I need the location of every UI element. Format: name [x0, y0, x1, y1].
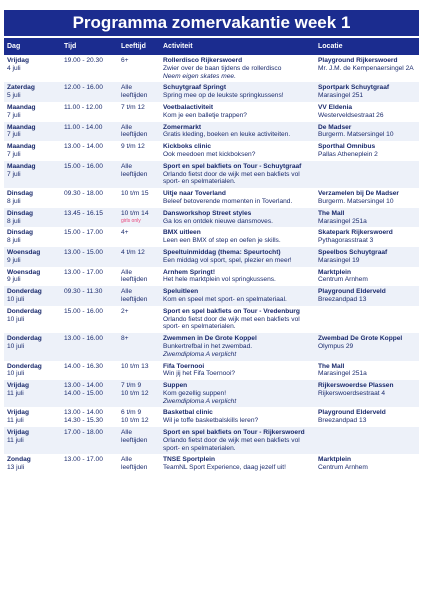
- cell-time: [61, 141, 118, 161]
- age-label: 6+: [121, 57, 129, 64]
- time-label: 11.00 - 12.00: [64, 103, 103, 111]
- cell-location: [315, 102, 419, 122]
- cell-location: [315, 188, 419, 208]
- activity-description: Orlando fietst door de wijk met een bakfiets vol sport- en spelmaterialen.: [163, 436, 300, 452]
- cell-location: [315, 161, 419, 188]
- table-header: [4, 38, 419, 55]
- day-label: Donderdag: [7, 307, 42, 315]
- cell-age: [118, 141, 160, 161]
- cell-location: [315, 82, 419, 102]
- date-label: 10 juli: [7, 315, 25, 323]
- day-label: Donderdag: [7, 288, 42, 296]
- time-label-2: 14.30 - 15.30: [64, 417, 103, 425]
- time-label: 15.00 - 17.00: [64, 229, 103, 237]
- time-label: 13.45 - 16.15: [64, 209, 103, 217]
- cell-time: [61, 454, 118, 474]
- table-row: [4, 82, 419, 102]
- cell-location: [315, 286, 419, 306]
- day-label: Donderdag: [7, 362, 42, 370]
- cell-age: [118, 306, 160, 333]
- age-label: 8+: [121, 335, 129, 343]
- cell-time: [61, 306, 118, 333]
- date-label: 4 juli: [7, 64, 21, 72]
- location-address: Centrum Arnhem: [318, 464, 368, 472]
- cell-age: [118, 55, 160, 82]
- time-label: 09.30 - 11.30: [64, 288, 103, 296]
- cell-location: [315, 454, 419, 474]
- age-label: 7 t/m 12: [121, 103, 145, 111]
- age-label: Alle: [121, 288, 132, 296]
- cell-time: [61, 208, 118, 228]
- cell-day: [4, 333, 61, 360]
- cell-day: [4, 122, 61, 142]
- date-label: 5 juli: [7, 92, 21, 100]
- table-row: [4, 122, 419, 142]
- cell-time: [61, 267, 118, 287]
- age-label: 4 t/m 12: [121, 248, 145, 256]
- activity-title: Zwemmen in De Grote Koppel: [163, 335, 257, 343]
- day-label: Vrijdag: [7, 57, 29, 64]
- activity-title: Sport en spel bakfiets on Tour - Schuytgraaf: [163, 162, 302, 170]
- header-leeftijd: Leeftijd: [118, 38, 160, 55]
- cell-day: [4, 102, 61, 122]
- cell-age: [118, 122, 160, 142]
- age-label: 10 t/m 14: [121, 209, 149, 217]
- cell-age: [118, 407, 160, 427]
- activity-title: Uitje naar Toverland: [163, 190, 226, 198]
- activity-description: Beleef betoverende momenten in Toverland.: [163, 197, 293, 205]
- cell-location: [315, 141, 419, 161]
- age-label: 10 t/m 15: [121, 190, 149, 198]
- table-row: [4, 161, 419, 188]
- location-address: Olympus 29: [318, 342, 354, 350]
- day-label: Donderdag: [7, 335, 42, 343]
- cell-location: [315, 247, 419, 267]
- age-label: Alle: [121, 429, 132, 437]
- cell-age: [118, 161, 160, 188]
- location-name: Marktplein: [318, 456, 351, 464]
- age-label: 6 t/m 9: [121, 409, 142, 417]
- cell-location: [315, 227, 419, 247]
- cell-age: [118, 102, 160, 122]
- activity-description: Spring mee op de leukste springkussens!: [163, 92, 284, 100]
- activity-title: Sport en spel bakfiets on Tour - Rijkerswoerd: [163, 429, 305, 437]
- cell-day: [4, 247, 61, 267]
- location-name: Speelbos Schuytgraaf: [318, 248, 388, 256]
- table-row: [4, 55, 419, 82]
- cell-age: [118, 82, 160, 102]
- location-address: Pythagorasstraat 3: [318, 237, 374, 245]
- age-label-2: 10 t/m 12: [121, 389, 149, 397]
- date-label: 8 juli: [7, 237, 21, 245]
- table-row: [4, 333, 419, 360]
- age-label-2: leeftijden: [121, 92, 148, 100]
- location-address: Marasingel 251: [318, 92, 364, 100]
- cell-day: [4, 361, 61, 381]
- table-row: [4, 454, 419, 474]
- cell-day: [4, 227, 61, 247]
- location-name: De Madser: [318, 123, 352, 131]
- cell-day: [4, 82, 61, 102]
- time-label: 13.00 - 16.00: [64, 335, 103, 343]
- header-dag: Dag: [4, 38, 61, 55]
- age-label: 4+: [121, 229, 129, 237]
- time-label: 13.00 - 14.00: [64, 143, 103, 151]
- date-label: 8 juli: [7, 197, 21, 205]
- cell-age: [118, 454, 160, 474]
- cell-day: [4, 188, 61, 208]
- activity-note: Neem eigen skates mee.: [163, 72, 236, 80]
- table-row: [4, 306, 419, 333]
- page-title: Programma zomervakantie week 1: [4, 10, 419, 36]
- cell-day: [4, 427, 61, 454]
- date-label: 11 juli: [7, 436, 24, 444]
- activity-title: Fifa Toernooi: [163, 362, 205, 370]
- cell-location: [315, 306, 419, 333]
- time-label: 13.00 - 14.00: [64, 409, 103, 417]
- cell-day: [4, 306, 61, 333]
- cell-day: [4, 267, 61, 287]
- cell-activity: [160, 141, 315, 161]
- activity-description: Ook meedoen met kickboksen?: [163, 150, 256, 158]
- activity-title: Speeltuinmiddag (thema: Speurtocht): [163, 248, 281, 256]
- cell-location: [315, 55, 419, 82]
- location-address: Mr. J.M. de Kempenaersingel 2A: [318, 64, 414, 72]
- cell-age: [118, 380, 160, 407]
- activity-description: Kom gezellig suppen!: [163, 389, 227, 397]
- cell-time: [61, 333, 118, 360]
- time-label: 17.00 - 18.00: [64, 429, 103, 437]
- cell-location: [315, 208, 419, 228]
- date-label: 7 juli: [7, 111, 21, 119]
- cell-day: [4, 407, 61, 427]
- cell-activity: [160, 161, 315, 188]
- activity-title: TNSE Sportplein: [163, 456, 216, 464]
- day-label: Maandag: [7, 123, 36, 131]
- cell-time: [61, 122, 118, 142]
- location-name: The Mall: [318, 362, 345, 370]
- table-body: [4, 55, 419, 474]
- cell-time: [61, 286, 118, 306]
- age-label-2: leeftijden: [121, 295, 148, 303]
- day-label: Zaterdag: [7, 84, 35, 92]
- cell-location: [315, 361, 419, 381]
- date-label: 9 juli: [7, 276, 21, 284]
- cell-location: [315, 380, 419, 407]
- activity-title: Basketbal clinic: [163, 409, 213, 417]
- table-row: [4, 380, 419, 407]
- cell-activity: [160, 247, 315, 267]
- time-label: 11.00 - 14.00: [64, 123, 103, 131]
- cell-age: [118, 208, 160, 228]
- activity-description: Zwier over de baan tijdens de rollerdisco: [163, 64, 282, 72]
- location-address: Breezandpad 13: [318, 417, 367, 425]
- location-address: Pallas Atheneplein 2: [318, 150, 378, 158]
- cell-age: [118, 247, 160, 267]
- cell-time: [61, 55, 118, 82]
- age-label: 10 t/m 13: [121, 362, 149, 370]
- location-name: Marktplein: [318, 268, 351, 276]
- location-name: VV Eldenia: [318, 103, 353, 111]
- age-label: Alle: [121, 268, 132, 276]
- age-label: Alle: [121, 84, 132, 92]
- activity-description: Kom je een balletje trappen?: [163, 111, 247, 119]
- cell-time: [61, 361, 118, 381]
- table-row: [4, 141, 419, 161]
- age-label: Alle: [121, 123, 132, 131]
- day-label: Woensdag: [7, 268, 41, 276]
- table-row: [4, 361, 419, 381]
- cell-age: [118, 427, 160, 454]
- cell-day: [4, 380, 61, 407]
- location-address: Marasingel 251a: [318, 370, 367, 378]
- time-label-2: 14.00 - 15.00: [64, 389, 103, 397]
- cell-activity: [160, 227, 315, 247]
- age-label-2: leeftijden: [121, 170, 148, 178]
- age-label: 9 t/m 12: [121, 143, 145, 151]
- table-row: [4, 286, 419, 306]
- location-address: Rijkerswoerdsestraat 4: [318, 389, 386, 397]
- location-name: Skatepark Rijkerswoerd: [318, 229, 393, 237]
- date-label: 7 juli: [7, 170, 21, 178]
- age-label-2: leeftijden: [121, 464, 148, 472]
- day-label: Vrijdag: [7, 429, 29, 437]
- cell-age: [118, 361, 160, 381]
- date-label: 10 juli: [7, 295, 25, 303]
- activity-description: Gratis kleding, boeken en leuke activiteiten.: [163, 131, 291, 139]
- cell-location: [315, 333, 419, 360]
- date-label: 7 juli: [7, 150, 21, 158]
- cell-activity: [160, 361, 315, 381]
- day-label: Dinsdag: [7, 229, 34, 237]
- location-name: Playground Rijkerswoerd: [318, 57, 398, 64]
- cell-time: [61, 161, 118, 188]
- table-row: [4, 267, 419, 287]
- location-address: Marasingel 19: [318, 256, 360, 264]
- cell-time: [61, 380, 118, 407]
- header-tijd: Tijd: [61, 38, 118, 55]
- header-activiteit: Activiteit: [160, 38, 315, 55]
- day-label: Maandag: [7, 143, 36, 151]
- schedule-table: [4, 38, 419, 474]
- time-label: 13.00 - 14.00: [64, 382, 103, 390]
- cell-activity: [160, 306, 315, 333]
- time-label: 15.00 - 16.00: [64, 162, 103, 170]
- activity-description: Orlando fietst door de wijk met een bakfiets vol sport- en spelmaterialen.: [163, 170, 300, 186]
- cell-activity: [160, 188, 315, 208]
- age-label: Alle: [121, 162, 132, 170]
- table-row: [4, 247, 419, 267]
- time-label: 13.00 - 17.00: [64, 456, 103, 464]
- location-name: Verzamelen bij De Madser: [318, 190, 399, 198]
- cell-time: [61, 247, 118, 267]
- date-label: 9 juli: [7, 256, 21, 264]
- activity-title: Rollerdisco Rijkerswoerd: [163, 57, 243, 64]
- day-label: Maandag: [7, 103, 36, 111]
- cell-time: [61, 82, 118, 102]
- time-label: 15.00 - 16.00: [64, 307, 103, 315]
- cell-activity: [160, 407, 315, 427]
- age-label: 7 t/m 9: [121, 382, 142, 390]
- time-label: 12.00 - 16.00: [64, 84, 103, 92]
- day-label: Vrijdag: [7, 382, 29, 390]
- age-label-2: 10 t/m 12: [121, 417, 149, 425]
- cell-activity: [160, 380, 315, 407]
- cell-day: [4, 55, 61, 82]
- table-row: [4, 188, 419, 208]
- activity-note: Zwemdiploma A verplicht: [163, 350, 237, 358]
- activity-title: Zomermarkt: [163, 123, 202, 131]
- location-address: Breezandpad 13: [318, 295, 367, 303]
- date-label: 10 juli: [7, 342, 25, 350]
- day-label: Dinsdag: [7, 190, 34, 198]
- location-name: Playground Elderveld: [318, 288, 386, 296]
- location-name: Rijkerswoerdse Plassen: [318, 382, 394, 390]
- day-label: Woensdag: [7, 248, 41, 256]
- age-label-2: leeftijden: [121, 276, 148, 284]
- cell-age: [118, 267, 160, 287]
- location-name: Sporthal Omnibus: [318, 143, 376, 151]
- time-label: 13.00 - 17.00: [64, 268, 103, 276]
- cell-activity: [160, 82, 315, 102]
- cell-activity: [160, 286, 315, 306]
- activity-description: Een middag vol sport, spel, plezier en meer!: [163, 256, 292, 264]
- age-note: girls only: [121, 217, 141, 224]
- activity-title: Voetbalactiviteit: [163, 103, 214, 111]
- location-name: The Mall: [318, 209, 345, 217]
- cell-age: [118, 188, 160, 208]
- cell-day: [4, 161, 61, 188]
- location-address: Burgerm. Matsersingel 10: [318, 197, 394, 205]
- activity-description: TeamNL Sport Experience, daag jezelf uit!: [163, 464, 286, 472]
- cell-activity: [160, 122, 315, 142]
- activity-description: Wil je toffe basketbalskills leren?: [163, 417, 259, 425]
- time-label: 13.00 - 15.00: [64, 248, 103, 256]
- day-label: Maandag: [7, 162, 36, 170]
- date-label: 11 juli: [7, 417, 24, 425]
- cell-location: [315, 407, 419, 427]
- activity-title: Schuytgraaf Springt: [163, 84, 227, 92]
- location-name: Sportpark Schuytgraaf: [318, 84, 390, 92]
- cell-activity: [160, 267, 315, 287]
- activity-title: Kickboks clinic: [163, 143, 212, 151]
- cell-time: [61, 102, 118, 122]
- date-label: 7 juli: [7, 131, 21, 139]
- cell-activity: [160, 208, 315, 228]
- table-row: [4, 227, 419, 247]
- date-label: 13 juli: [7, 464, 25, 472]
- date-label: 8 juli: [7, 217, 21, 225]
- header-locatie: Locatie: [315, 38, 419, 55]
- cell-location: [315, 427, 419, 454]
- activity-description: Kom en speel met sport- en spelmateriaal.: [163, 295, 287, 303]
- cell-activity: [160, 454, 315, 474]
- table-row: [4, 427, 419, 454]
- activity-title: BMX uitleen: [163, 229, 201, 237]
- activity-description: Ga los en ontdek nieuwe dansmoves.: [163, 217, 273, 225]
- age-label: 2+: [121, 307, 129, 315]
- cell-day: [4, 454, 61, 474]
- table-row: [4, 407, 419, 427]
- activity-title: Arnhem Springt!: [163, 268, 216, 276]
- location-address: Westerveldsestraat 26: [318, 111, 384, 119]
- age-label-2: leeftijden: [121, 436, 148, 444]
- cell-activity: [160, 427, 315, 454]
- cell-time: [61, 227, 118, 247]
- cell-day: [4, 141, 61, 161]
- cell-time: [61, 407, 118, 427]
- day-label: Vrijdag: [7, 409, 29, 417]
- time-label: 09.30 - 18.00: [64, 190, 103, 198]
- activity-description: Orlando fietst door de wijk met een bakfiets vol sport- en spelmaterialen.: [163, 315, 300, 331]
- location-address: Centrum Arnhem: [318, 276, 368, 284]
- location-name: Playground Elderveld: [318, 409, 386, 417]
- activity-title: Speluitleen: [163, 288, 199, 296]
- cell-location: [315, 267, 419, 287]
- cell-day: [4, 208, 61, 228]
- activity-description: Bunkertrefbal in het zwembad.: [163, 342, 253, 350]
- activity-title: Suppen: [163, 382, 188, 390]
- activity-title: Dansworkshop Street styles: [163, 209, 252, 217]
- location-name: Zwembad De Grote Koppel: [318, 335, 403, 343]
- cell-age: [118, 227, 160, 247]
- day-label: Dinsdag: [7, 209, 34, 217]
- time-label: 19.00 - 20.30: [64, 57, 103, 64]
- location-address: Burgerm. Matsersingel 10: [318, 131, 394, 139]
- age-label-2: leeftijden: [121, 131, 148, 139]
- cell-time: [61, 427, 118, 454]
- age-label: Alle: [121, 456, 132, 464]
- date-label: 11 juli: [7, 389, 24, 397]
- cell-time: [61, 188, 118, 208]
- activity-description: Win jij het Fifa Toernooi?: [163, 370, 236, 378]
- day-label: Zondag: [7, 456, 31, 464]
- activity-title: Sport en spel bakfiets on Tour - Vredenburg: [163, 307, 300, 315]
- location-address: Marasingel 251a: [318, 217, 367, 225]
- cell-activity: [160, 333, 315, 360]
- activity-description: Leen een BMX of step en oefen je skills.: [163, 237, 281, 245]
- cell-activity: [160, 55, 315, 82]
- cell-activity: [160, 102, 315, 122]
- cell-age: [118, 333, 160, 360]
- cell-location: [315, 122, 419, 142]
- time-label: 14.00 - 16.30: [64, 362, 103, 370]
- table-row: [4, 208, 419, 228]
- activity-description: Het hele marktplein vol springkussens.: [163, 276, 276, 284]
- activity-note: Zwemdiploma A verplicht: [163, 397, 237, 405]
- cell-day: [4, 286, 61, 306]
- date-label: 10 juli: [7, 370, 25, 378]
- table-row: [4, 102, 419, 122]
- cell-age: [118, 286, 160, 306]
